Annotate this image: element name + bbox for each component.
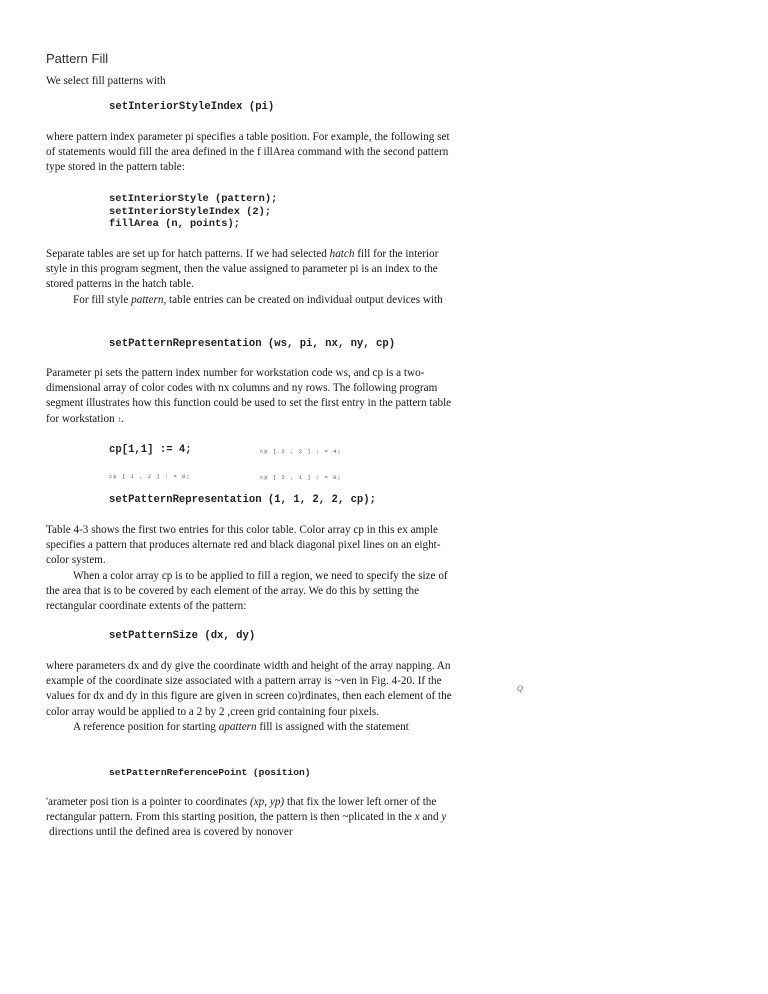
- code-set-interior-style-index: setInteriorStyleIndex (pi): [109, 101, 275, 113]
- text-line: example of the coordinate size associated with a pattern array is ~ven in Fig. 4-20. If the: [46, 675, 442, 688]
- text-run: fill is assigned with the statement: [256, 720, 409, 733]
- text-line: directions until the defined area is covered by nonover: [49, 826, 293, 839]
- text-run: that fix the lower left orner of the: [284, 796, 437, 808]
- paragraph-reference-position: [46, 795, 507, 841]
- text-line: where pattern index parameter pi specifies a table position. For example, the following set: [46, 131, 450, 143]
- text-line: the area that is to be covered by each element of the array. We do this by setting the: [46, 585, 420, 598]
- text-line: [46, 810, 507, 825]
- paragraph-dx-dy: [46, 659, 507, 735]
- text-run: rectangular pattern. From this starting position, the pattern is then ~plicated in the: [46, 811, 415, 824]
- text-line: specifies a pattern that produces alternate red and black diagonal pixel lines on an eight-: [46, 539, 441, 552]
- text-line: color system.: [46, 554, 106, 567]
- paragraph-parameter-pi: [46, 366, 507, 428]
- text-run: For fill style: [73, 293, 132, 306]
- code-cp-2-2: cp [ 2 , 2 ] : = 4;: [260, 448, 342, 455]
- italic-term: hatch: [329, 248, 355, 260]
- margin-mark: Q: [517, 684, 523, 693]
- text-line: values for dx and dy in this figure are given in screen co)rdinates, then each element of the: [46, 690, 452, 703]
- italic-term: apattern: [218, 720, 257, 733]
- paragraph-table-4-3: [46, 523, 507, 569]
- text-line: [46, 293, 507, 308]
- paragraph-pattern-index: [46, 130, 507, 176]
- code-cp-1-1: cp[1,1] := 4;: [109, 444, 192, 456]
- text-run: table entries can be created on individual output devices with: [166, 293, 443, 306]
- text-line: rectangular coordinate extents of the pattern:: [46, 600, 247, 613]
- text-run: Separate tables are set up for hatch patterns. If we had selected: [46, 248, 330, 260]
- text-run: .: [120, 412, 124, 425]
- text-run: fill for the interior: [354, 248, 439, 260]
- text-line: where parameters dx and dy give the coordinate width and height of the array napping. An: [46, 660, 451, 672]
- text-run: 'arameter posi tion is a pointer to coordinates: [46, 796, 250, 808]
- text-line: [46, 795, 507, 810]
- text-line: type stored in the pattern table:: [46, 161, 185, 174]
- text-line: segment illustrates how this function could be used to set the first entry in the pattern table: [46, 397, 452, 410]
- code-block-fill-pattern: [109, 193, 277, 231]
- code-cp-2-1: cp [ 2 , 1 ] : = 0;: [260, 474, 342, 481]
- code-cp-1-2: cp [ 1 , 2 ] : = 0;: [109, 473, 191, 480]
- text-run: A reference position for starting: [73, 720, 219, 733]
- italic-term: pattern,: [131, 293, 167, 306]
- text-line: stored patterns in the hatch table.: [46, 278, 194, 291]
- code-line: fillArea (n, points);: [109, 218, 240, 230]
- code-set-pattern-reference-point: setPatternReferencePoint (position): [109, 767, 311, 778]
- text-line: When a color array cp is to be applied to fill a region, we need to specify the size of: [73, 570, 448, 582]
- text-line: style in this program segment, then the value assigned to parameter pi is an index to the: [46, 263, 438, 276]
- paragraph-color-array: [46, 569, 507, 615]
- text-line: Table 4-3 shows the first two entries for this color table. Color array cp in this ex ample: [46, 524, 438, 536]
- section-heading: Pattern Fill: [46, 51, 109, 66]
- text-line: [46, 247, 507, 262]
- intro-paragraph: We select fill patterns with: [46, 75, 166, 87]
- code-set-pattern-size: setPatternSize (dx, dy): [109, 630, 256, 642]
- text-line: dimensional array of color codes with nx columns and ny rows. The following program: [46, 382, 438, 395]
- code-line: setInteriorStyle (pattern);: [109, 193, 278, 205]
- paragraph-hatch-tables: [46, 247, 507, 308]
- text-run: and: [419, 811, 442, 824]
- italic-term: (xp, yp): [249, 796, 285, 808]
- italic-term: x: [414, 811, 420, 824]
- text-line: Parameter pi sets the pattern index number for workstation code ws, and cp is a two-: [46, 367, 425, 379]
- italic-term: y: [441, 811, 447, 824]
- code-line: setInteriorStyleIndex (2);: [109, 205, 272, 218]
- text-line: of statements would fill the area defined in the f illArea command with the second pattern: [46, 146, 449, 159]
- code-set-pattern-representation: setPatternRepresentation (ws, pi, nx, ny, cp): [109, 338, 396, 350]
- text-run: for workstation: [46, 412, 118, 425]
- text-run: 1: [117, 415, 121, 424]
- text-line: [46, 412, 507, 428]
- text-line: color array would be applied to a 2 by 2 ,creen grid containing four pixels.: [46, 705, 380, 718]
- text-line: [46, 720, 507, 735]
- code-set-pattern-representation-call: setPatternRepresentation (1, 1, 2, 2, cp);: [109, 494, 377, 506]
